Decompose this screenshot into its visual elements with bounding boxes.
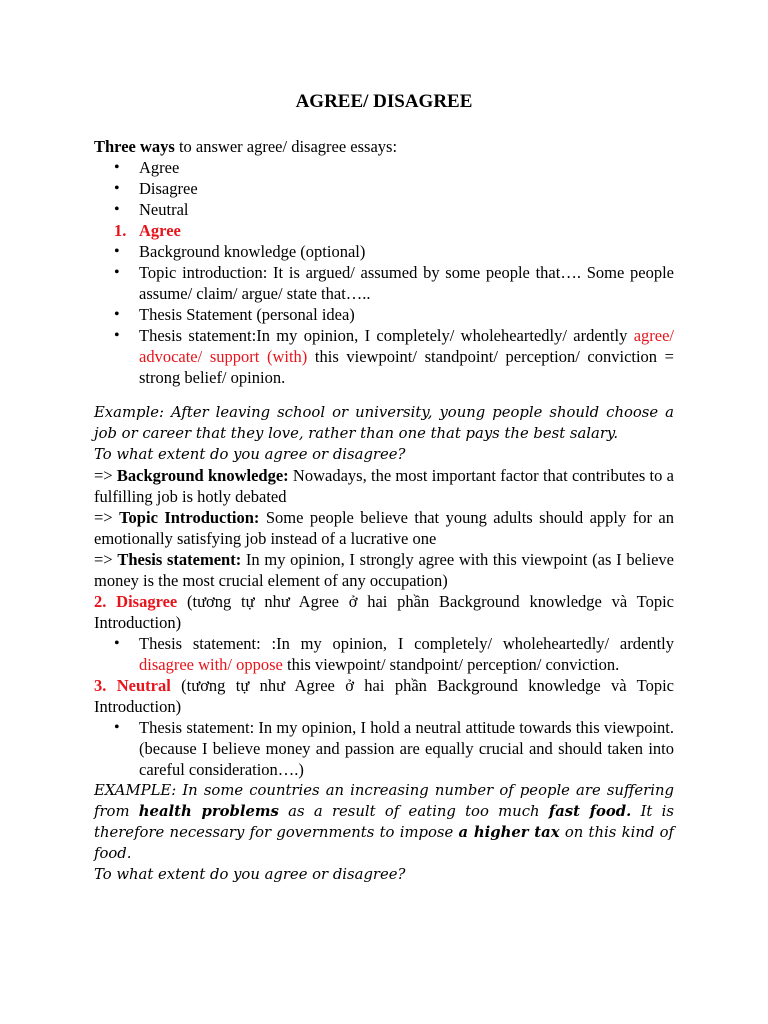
thesis-label: Thesis statement: xyxy=(117,550,242,569)
neutral-heading xyxy=(94,675,674,717)
example2-bold-text: a higher tax xyxy=(458,824,560,841)
list-item xyxy=(139,325,674,388)
disagree-note: (tương tự như Agree ở hai phần Background knowledge và Topic Introduction) xyxy=(94,592,674,632)
list-item: • Agree xyxy=(139,157,674,178)
example2-bold-text: fast food. xyxy=(548,803,632,820)
disagree-bullets xyxy=(94,633,674,675)
arrow-text: => xyxy=(94,508,120,527)
example2-text: as a result of eating too much xyxy=(278,803,549,820)
agree-heading xyxy=(94,220,674,241)
example1-topic xyxy=(94,507,674,549)
thesis-text-pre: Thesis statement: :In my opinion, I completely/ wholeheartedly/ ardently xyxy=(139,634,674,653)
thesis-red-text: disagree with/ oppose xyxy=(139,655,283,674)
example2-prompt xyxy=(94,780,674,864)
example2-text: It is therefore necessary for governments to impose xyxy=(94,803,674,841)
list-item: • Disagree xyxy=(139,178,674,199)
example2-text: EXAMPLE: In some countries an increasing number of people are suffering from xyxy=(94,782,674,820)
disagree-heading xyxy=(94,591,674,633)
neutral-heading-text: 3. Neutral xyxy=(94,676,171,695)
example2-text: on this kind of food. xyxy=(94,824,674,862)
thesis-text-pre: Thesis statement:In my opinion, I completely/ wholeheartedly/ ardently xyxy=(139,326,634,345)
page-title: AGREE/ DISAGREE xyxy=(295,91,473,112)
list-item xyxy=(139,633,674,675)
thesis-text: In my opinion, I strongly agree with this viewpoint (as I believe money is the most crucial element of any occupation) xyxy=(94,550,674,590)
example2-question: To what extent do you agree or disagree? xyxy=(94,866,406,883)
example2-bold-text: health problems xyxy=(138,803,279,820)
example1-prompt: Example: After leaving school or university, young people should choose a job or career that they love, rather than one that pays the best salary. xyxy=(94,404,674,442)
example1-background xyxy=(94,465,674,507)
arrow-text: => xyxy=(94,466,117,485)
list-item: • Neutral xyxy=(139,199,674,220)
intro-line xyxy=(94,136,674,157)
list-item: • Background knowledge (optional) xyxy=(139,241,674,262)
background-text: Nowadays, the most important factor that contributes to a fulfilling job is hotly debated xyxy=(94,466,674,506)
agree-number: 1. xyxy=(114,221,127,240)
example1-thesis xyxy=(94,549,674,591)
thesis-text-post: this viewpoint/ standpoint/ perception/ conviction. xyxy=(282,655,620,674)
agree-bullets xyxy=(94,241,674,388)
list-item: • Topic introduction: It is argued/ assumed by some people that…. Some people assume/ claim/ argue/ state that….. xyxy=(139,262,674,304)
topic-text: Some people believe that young adults should apply for an emotionally satisfying job instead of a lucrative one xyxy=(94,508,674,548)
neutral-note: (tương tự như Agree ở hai phần Background knowledge và Topic Introduction) xyxy=(94,676,674,716)
agree-heading-text: Agree xyxy=(139,221,181,240)
background-label: Background knowledge: xyxy=(116,466,289,485)
document-body xyxy=(94,136,674,885)
example1-question: To what extent do you agree or disagree? xyxy=(94,446,406,463)
neutral-bullets xyxy=(94,717,674,780)
list-item: • Thesis statement: In my opinion, I hold a neutral attitude towards this viewpoint. (because I believe money and passion are equally crucial and should taken into careful consideration….) xyxy=(139,717,674,780)
intro-text: to answer agree/ disagree essays: xyxy=(174,137,398,156)
disagree-heading-text: 2. Disagree xyxy=(94,592,178,611)
thesis-red-text: agree/ advocate/ support (with) xyxy=(139,326,674,366)
ways-list xyxy=(94,157,674,220)
topic-label: Topic Introduction: xyxy=(119,508,260,527)
list-item: • Thesis Statement (personal idea) xyxy=(139,304,674,325)
intro-bold: Three ways xyxy=(94,137,175,156)
arrow-text: => xyxy=(94,550,118,569)
thesis-text-post: this viewpoint/ standpoint/ perception/ conviction = strong belief/ opinion. xyxy=(139,347,674,387)
